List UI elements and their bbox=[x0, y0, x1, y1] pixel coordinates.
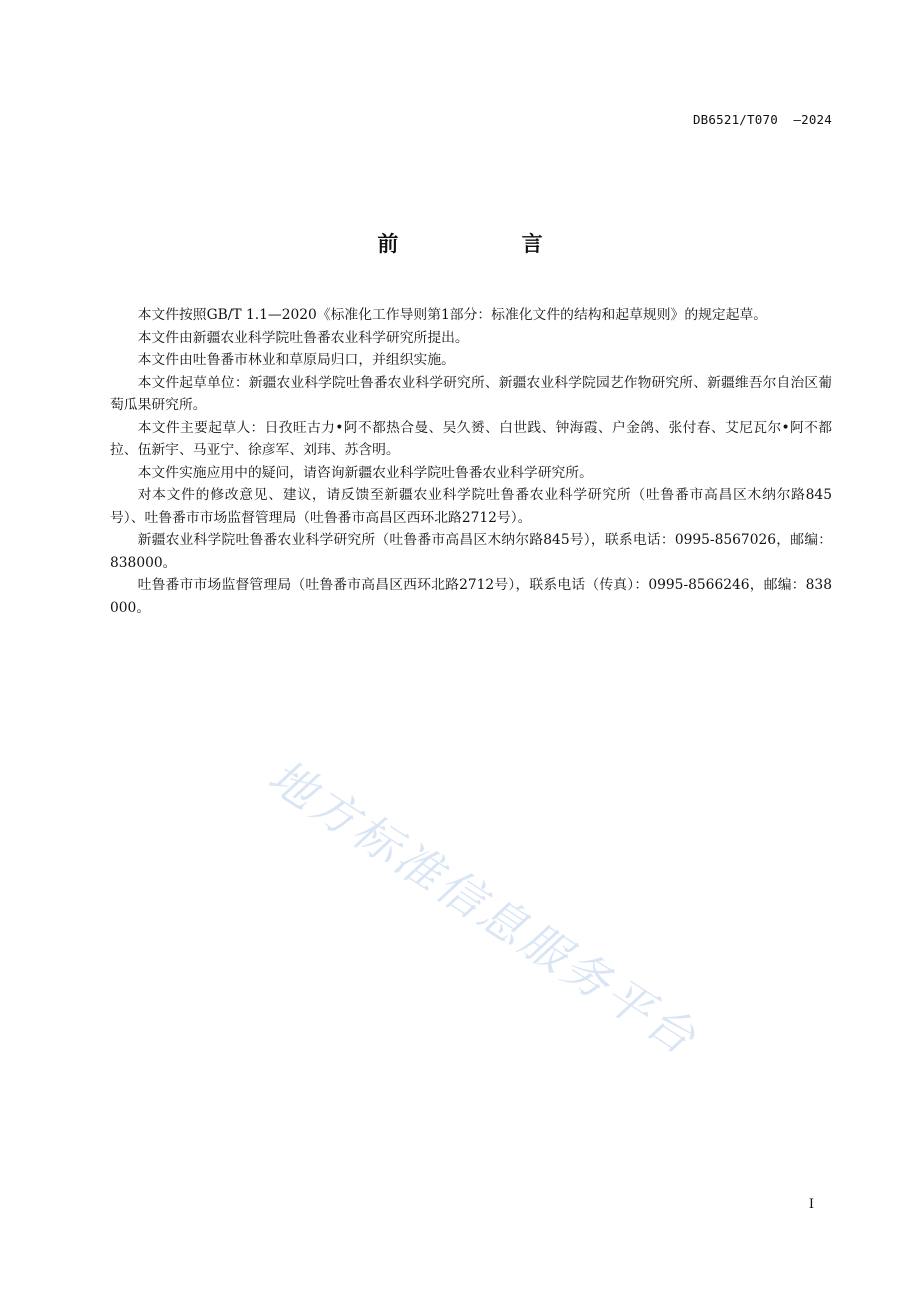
paragraph-contact-bureau: 吐鲁番市市场监督管理局（吐鲁番市高昌区西环北路2712号），联系电话（传真）：0995-8566246，邮编：838000。 bbox=[110, 577, 832, 616]
paragraph-administrator: 本文件由吐鲁番市林业和草原局归口，并组织实施。 bbox=[137, 352, 455, 368]
page-title: 前 言 bbox=[377, 232, 601, 256]
paragraph-proposer: 本文件由新疆农业科学院吐鲁番农业科学研究所提出。 bbox=[137, 329, 469, 346]
paragraph-drafting-units: 本文件起草单位：新疆农业科学院吐鲁番农业科学研究所、新疆农业科学院园艺作物研究所、新疆维吾尔自治区葡萄瓜果研究所。 bbox=[110, 374, 832, 413]
standard-code: DB6521/T070 —2024 bbox=[692, 112, 832, 127]
foreword-body bbox=[110, 304, 832, 619]
paragraph-drafting-rules: 本文件按照GB/T 1.1—2020《标准化工作导则第1部分：标准化文件的结构和起草规则》的规定起草。 bbox=[137, 307, 768, 323]
page-number: I bbox=[808, 1197, 814, 1212]
paragraph-drafters: 本文件主要起草人：日孜旺古力•阿不都热合曼、吴久赟、白世践、钟海霞、户金鸽、张付春、艾尼瓦尔•阿不都拉、伍新宇、马亚宁、徐彦军、刘玮、苏含明。 bbox=[110, 419, 832, 458]
paragraph-feedback: 对本文件的修改意见、建议，请反馈至新疆农业科学院吐鲁番农业科学研究所（吐鲁番市高昌区木纳尔路845号）、吐鲁番市市场监督管理局（吐鲁番市高昌区西环北路2712号）。 bbox=[110, 487, 832, 526]
paragraph-inquiry: 本文件实施应用中的疑问，请咨询新疆农业科学院吐鲁番农业科学研究所。 bbox=[137, 464, 593, 481]
watermark: 地方标准信息服务平台 bbox=[258, 748, 708, 1067]
paragraph-contact-institute: 新疆农业科学院吐鲁番农业科学研究所（吐鲁番市高昌区木纳尔路845号），联系电话：0995-8567026，邮编：838000。 bbox=[110, 532, 832, 571]
